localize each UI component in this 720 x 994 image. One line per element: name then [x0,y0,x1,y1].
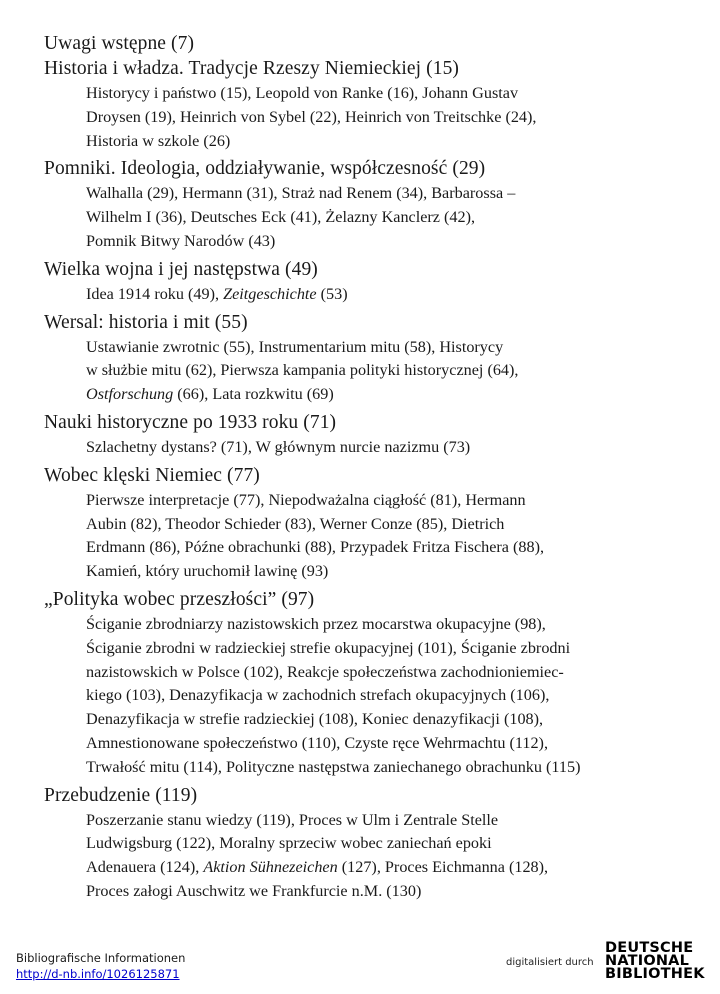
italic-title: Aktion Sühnezeichen [203,858,338,877]
toc-chapter [44,157,704,253]
subentry-line: Szlachetny dystans? (71), W głównym nurcie nazizmu (73) [86,437,471,456]
subentry-line: w służbie mitu (62), Pierwsza kampania polityki historycznej (64), [86,361,519,380]
toc-chapter [44,258,704,307]
table-of-contents [44,32,704,908]
chapter-title: Wobec klęski Niemiec (77) [44,464,260,486]
chapter-title: „Polityka wobec przeszłości” (97) [44,588,315,610]
bibliographic-info [16,950,185,982]
toc-chapter [44,784,704,904]
subentry-line: Ludwigsburg (122), Moralny sprzeciw wobec zaniechań epoki [86,834,492,853]
bibliographic-info-label: Bibliografische Informationen [16,951,186,965]
subentry-line: Poszerzanie stanu wiedzy (119), Proces w Ulm i Zentrale Stelle [86,810,499,829]
chapter-title: Wersal: historia i mit (55) [44,311,248,333]
text-segment: (66), Lata rozkwitu (69) [173,385,334,404]
subentry-line: Historycy i państwo (15), Leopold von Ranke (16), Johann Gustav [86,84,519,102]
subentry-line: Trwałość mitu (114), Polityczne następstwa zaniechanego obrachunku (115) [86,757,581,776]
text-segment: (53) [316,284,348,303]
subentry-line: Erdmann (86), Późne obrachunki (88), Przypadek Fritza Fischera (88), [86,538,545,557]
chapter-subentries [86,182,704,253]
text-segment: (127), Proces Eichmanna (128), [337,858,549,877]
text-segment: Adenauera (124), [86,858,204,877]
subentry-line: Wilhelm I (36), Deutsches Eck (41), Żelazny Kanclerz (42), [86,208,476,227]
toc-chapter [44,464,704,584]
subentry-line: Ustawianie zwrotnic (55), Instrumentarium mitu (58), Historycy [86,337,504,356]
subentry-line: kiego (103), Denazyfikacja w zachodnich strefach okupacyjnych (106), [86,686,550,705]
subentry-line: Proces załogi Auschwitz we Frankfurcie n.M. (130) [86,881,422,900]
chapter-title: Wielka wojna i jej następstwa (49) [44,258,318,280]
chapter-title: Historia i władza. Tradycje Rzeszy Niemieckiej (15) [44,58,460,79]
chapter-title: Nauki historyczne po 1933 roku (71) [44,411,337,433]
toc-chapter [44,588,704,780]
toc-chapter [44,411,704,460]
bibliographic-info-link[interactable]: http://d-nb.info/1026125871 [16,967,180,981]
subentry-line: Denazyfikacja w strefie radzieckiej (108), Koniec denazyfikacji (108), [86,710,544,729]
dnb-logo-line: NATIONAL [605,953,690,969]
chapter-subentries [86,613,704,780]
chapter-subentries [86,809,704,904]
dnb-logo-line: DEUTSCHE [605,940,694,956]
subentry-line: Ściganie zbrodniarzy nazistowskich przez mocarstwa okupacyjne (98), [86,614,546,633]
italic-title: Zeitgeschichte [223,284,317,303]
dnb-logo-line: BIBLIOTHEK [605,966,705,982]
dnb-logo [605,942,705,981]
chapter-title: Uwagi wstępne (7) [44,33,195,54]
subentry-line: Aubin (82), Theodor Schieder (83), Werner Conze (85), Dietrich [86,514,505,533]
italic-title: Ostforschung [86,385,174,404]
chapter-title: Pomniki. Ideologia, oddziaływanie, współczesność (29) [44,158,486,180]
subentry-line: Ściganie zbrodni w radzieckiej strefie okupacyjnej (101), Ściganie zbrodni [86,638,571,657]
chapter-title: Przebudzenie (119) [44,784,198,806]
subentry-line: Amnestionowane społeczeństwo (110), Czyste ręce Wehrmachtu (112), [86,733,548,752]
toc-chapter [44,311,704,407]
subentry-line [86,383,704,407]
subentry-line [86,856,704,880]
text-segment: Idea 1914 roku (49), [86,284,224,303]
subentry-line: Walhalla (29), Hermann (31), Straż nad Renem (34), Barbarossa – [86,184,516,203]
subentry-line [86,283,704,307]
chapter-subentries [86,336,704,407]
subentry-line: Pomnik Bitwy Narodów (43) [86,231,276,250]
chapter-subentries [86,489,704,584]
subentry-line: Pierwsze interpretacje (77), Niepodważalna ciągłość (81), Hermann [86,490,526,509]
dnb-logo-block [506,930,720,994]
subentry-line: nazistowskich w Polsce (102), Reakcje społeczeństwa zachodnioniemiec- [86,662,564,681]
subentry-line: Droysen (19), Heinrich von Sybel (22), Heinrich von Treitschke (24), [86,107,537,126]
toc-chapter [44,57,704,153]
subentry-line: Historia w szkole (26) [86,131,231,150]
chapter-subentries [86,82,704,153]
chapter-subentries [86,283,704,307]
toc-chapter [44,32,704,56]
subentry-line: Kamień, który uruchomił lawinę (93) [86,562,329,581]
chapter-subentries [86,436,704,460]
digitalized-by-text: digitalisiert durch [506,957,594,968]
